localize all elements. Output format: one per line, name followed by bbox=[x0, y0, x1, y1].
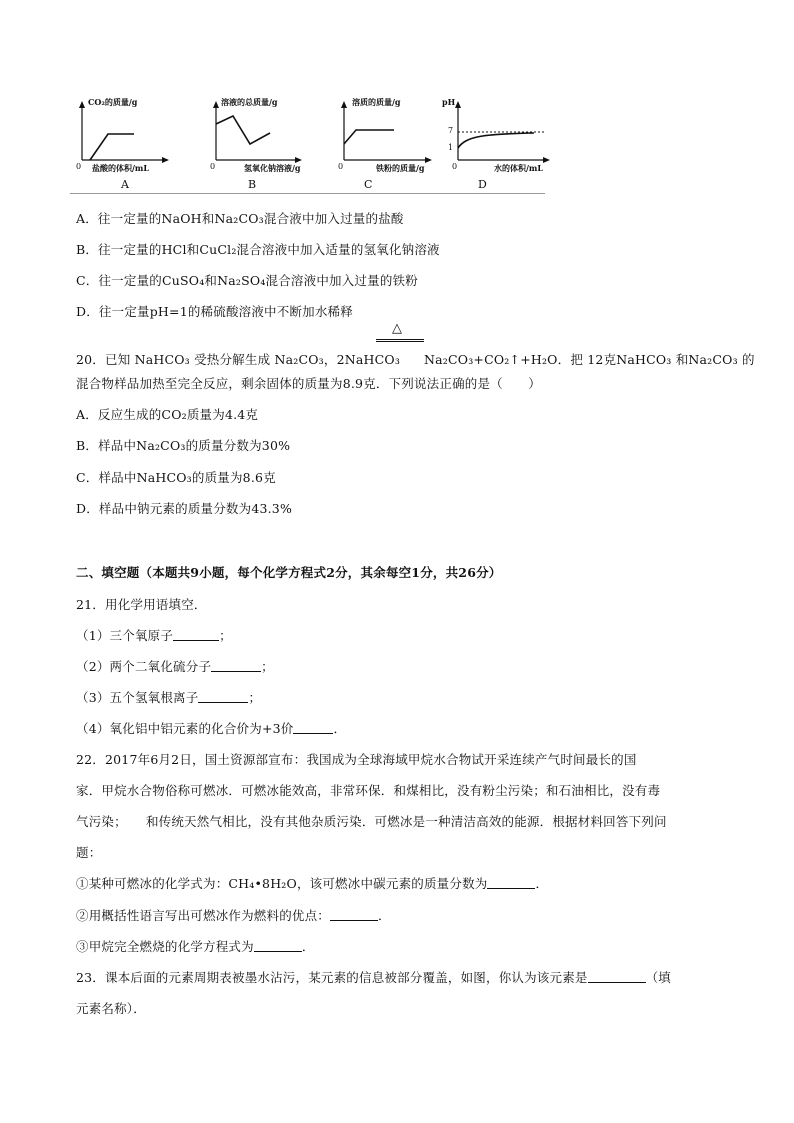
graph-d-tick-1: 1 bbox=[448, 143, 454, 152]
q20-stem-line1a: 20．已知 NaHCO₃ 受热分解生成 Na₂CO₃，2NaHCO₃ bbox=[76, 352, 401, 367]
q20-option-d: D．样品中钠元素的质量分数为43.3% bbox=[76, 501, 293, 516]
q21-item-4: （4）氧化铝中铝元素的化合价为+3价 ． bbox=[76, 721, 347, 736]
graph-b-plot bbox=[206, 96, 326, 196]
q22-item-2: ②用概括性语言写出可燃冰作为燃料的优点： ． bbox=[76, 908, 391, 923]
q23-stem-line1: 23．课本后面的元素周期表被墨水沾污，某元素的信息被部分覆盖，如图，你认为该元素是 （填 bbox=[76, 970, 672, 985]
graph-b-curve bbox=[216, 116, 270, 144]
q21-item-2: （2）两个二氧化硫分子 ； bbox=[76, 659, 274, 674]
q23-blank[interactable] bbox=[588, 970, 646, 983]
q21-blank-2[interactable] bbox=[211, 659, 261, 672]
q23-stem-line2: 元素名称）． bbox=[76, 1001, 146, 1016]
q22-blank-2[interactable] bbox=[330, 908, 378, 921]
graph-c-letter: C bbox=[364, 178, 373, 191]
q19-option-c: C．往一定量的CuSO₄和Na₂SO₄混合溶液中加入过量的铁粉 bbox=[76, 273, 418, 288]
q21-blank-3[interactable] bbox=[198, 690, 248, 703]
section-2-heading: 二、填空题（本题共9小题，每个化学方程式2分，其余每空1分，共26分） bbox=[76, 565, 502, 580]
q19-option-b: B．往一定量的HCl和CuCl₂混合溶液中加入适量的氢氧化钠溶液 bbox=[76, 242, 440, 257]
graph-d-curve bbox=[458, 133, 534, 148]
q22-stem-line1: 22．2017年6月2日，国土资源部宣布：我国成为全球海域甲烷水合物试开采连续产气时间最长的国 bbox=[76, 752, 637, 767]
graph-b-ylabel: 溶液的总质量/g bbox=[221, 97, 278, 107]
graph-b-origin: 0 bbox=[210, 162, 216, 171]
graph-d bbox=[444, 96, 564, 196]
q20-stem-line1b: Na₂CO₃+CO₂↑+H₂O．把 12克NaHCO₃ 和Na₂CO₃ 的 bbox=[424, 352, 755, 367]
q20-stem-line2: 混合物样品加热至完全反应，剩余固体的质量为8.9克．下列说法正确的是（ ） bbox=[76, 376, 541, 391]
graph-b-xlabel: 氢氧化钠溶液/g bbox=[244, 163, 301, 173]
q20-option-c: C．样品中NaHCO₃的质量为8.6克 bbox=[76, 470, 276, 485]
q22-blank-1[interactable] bbox=[487, 876, 535, 889]
graph-a bbox=[70, 96, 190, 196]
q19-option-d: D．往一定量pH=1的稀硫酸溶液中不断加水稀释 bbox=[76, 304, 353, 319]
graph-d-tick-7: 7 bbox=[448, 126, 454, 135]
q21-blank-1[interactable] bbox=[173, 628, 219, 641]
graph-d-xlabel: 水的体积/mL bbox=[494, 163, 544, 173]
q21-item-3: （3）五个氢氧根离子 ； bbox=[76, 690, 262, 705]
graph-strip bbox=[70, 96, 545, 196]
graph-a-ylabel: CO₂的质量/g bbox=[88, 97, 138, 107]
q22-stem-line4: 题： bbox=[76, 845, 102, 860]
graph-c-curve bbox=[344, 130, 394, 144]
graph-c bbox=[334, 96, 454, 196]
q19-option-a: A．往一定量的NaOH和Na₂CO₃混合液中加入过量的盐酸 bbox=[76, 211, 404, 226]
graph-c-plot bbox=[334, 96, 454, 196]
graph-a-origin: 0 bbox=[76, 162, 82, 171]
graph-separator bbox=[70, 193, 545, 194]
graph-d-letter: D bbox=[478, 178, 487, 191]
q21-item-1: （1）三个氧原子 ； bbox=[76, 628, 232, 643]
graph-d-ylabel: pH bbox=[442, 97, 456, 107]
q22-item-3: ③甲烷完全燃烧的化学方程式为 ． bbox=[76, 939, 315, 954]
q22-blank-3[interactable] bbox=[254, 939, 302, 952]
q21-blank-4[interactable] bbox=[293, 721, 333, 734]
graph-c-ylabel: 溶质的质量/g bbox=[352, 97, 401, 107]
graph-a-plot bbox=[70, 96, 190, 196]
reaction-condition bbox=[376, 323, 424, 339]
q22-stem-line3: 气污染； 和传统天然气相比，没有其他杂质污染．可燃冰是一种清洁高效的能源．根据材料回答下列问 bbox=[76, 814, 667, 829]
graph-d-origin: 0 bbox=[452, 162, 458, 171]
graph-b bbox=[206, 96, 326, 196]
graph-a-curve bbox=[90, 134, 134, 160]
graph-a-xlabel: 盐酸的体积/mL bbox=[92, 163, 150, 173]
graph-c-origin: 0 bbox=[338, 162, 344, 171]
graph-d-plot bbox=[444, 96, 564, 196]
q22-stem-line2: 家．甲烷水合物俗称可燃冰．可燃冰能效高，非常环保．和煤相比，没有粉尘污染；和石油相比，没有毒 bbox=[76, 783, 661, 798]
heat-symbol: △ bbox=[392, 321, 402, 336]
graph-c-xlabel: 铁粉的质量/g bbox=[376, 163, 425, 173]
q22-item-1: ①某种可燃冰的化学式为：CH₄•8H₂O，该可燃冰中碳元素的质量分数为 ． bbox=[76, 876, 549, 891]
q20-option-b: B．样品中Na₂CO₃的质量分数为30% bbox=[76, 438, 291, 453]
q20-option-a: A．反应生成的CO₂质量为4.4克 bbox=[76, 407, 259, 422]
graph-b-letter: B bbox=[248, 178, 257, 191]
graph-a-letter: A bbox=[121, 178, 129, 191]
q21-stem: 21．用化学用语填空． bbox=[76, 597, 207, 612]
